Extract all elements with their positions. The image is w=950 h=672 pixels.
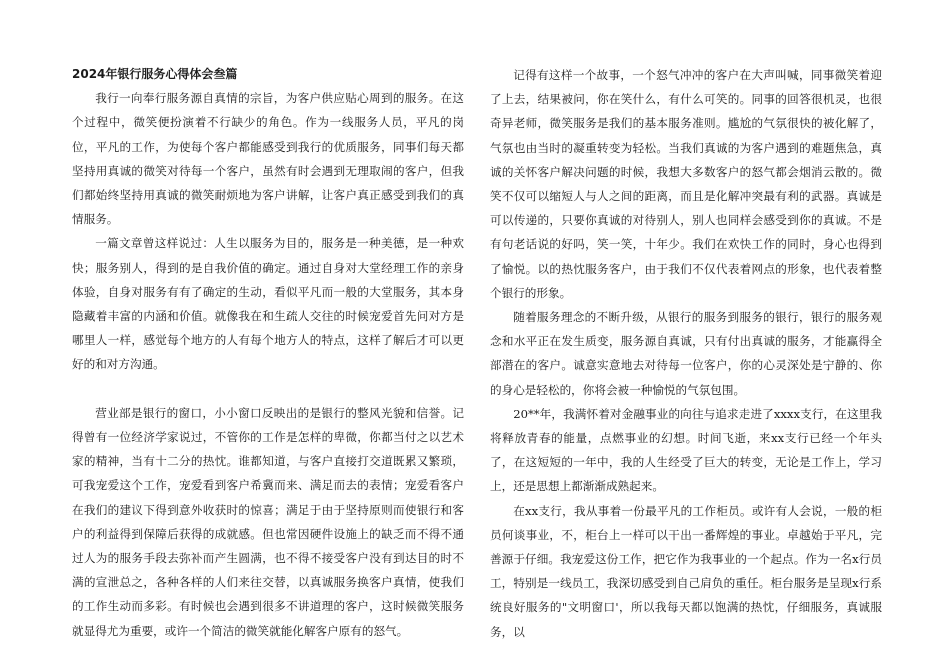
left-column xyxy=(72,62,464,643)
paragraph: 我行一向奉行服务源自真情的宗旨，为客户供应贴心周到的服务。在这个过程中，微笑便扮演着不行缺少的角色。作为一线服务人员，平凡的岗位，平凡的工作，为使每个客户都能感受到我行的优质服务，同事们每天都坚持用真诚的微笑对待每一个客户，虽然有时会遇到无理取闹的客户，但我们都始终坚持用真诚的微笑耐烦地为客户讲解，让客户真正感受到我们的真情服务。 xyxy=(72,91,464,227)
paragraph: 营业部是银行的窗口，小小窗口反映出的是银行的整风光貌和信誉。记得曾有一位经济学家说过，不管你的工作是怎样的卑微，你都当付之以艺术家的精神，当有十二分的热忱。谁都知道，与客户直接打交道既累又繁琐，可我宠爱这个工作，宠爱看到客户希冀而来、满足而去的表情；宠爱看客户在我们的建议下得到意外收获时的惊喜；满足于由于坚持原则而使银行和客户的利益得到保障后获得的成就感。但也常因硬件设施上的缺乏而不得不通过人为的服务手段去弥补而产生圆满，也不得不接受客户没有到达目的时不满的宣泄总之，各种各样的人们来往交替，以真诚服务换客户真情，使我们的工作生动而多彩。有时候也会遇到很多不讲道理的客户，这时候微笑服务就显得尤为重要，或许一个简洁的微笑就能化解客户原有的怒气。 xyxy=(72,405,464,638)
paragraph: 随着服务理念的不断升级，从银行的服务到服务的银行，银行的服务观念和水平正在发生质变，服务源自真诚，只有付出真诚的服务，才能赢得全部潜在的客户。诚意实意地去对待每一位客户，你的心灵深处是宁静的、你的身心是轻松的，你将会被一种愉悦的气氛包围。 xyxy=(490,310,882,397)
right-column xyxy=(490,63,882,644)
paragraph: 记得有这样一个故事，一个怒气冲冲的客户在大声叫喊，同事微笑着迎了上去，结果被问，你在笑什么，有什么可笑的。同事的回答很机灵，也很奇异老师，微笑服务是我们的基本服务准则。尴尬的气氛很快的被化解了，气氛也由当时的凝重转变为轻松。当我们真诚的为客户遇到的难题焦急，真诚的关怀客户解决问题的时候，我想大多数客户的怒气都会烟消云散的。微笑不仅可以缩短人与人之间的距离，而且是化解冲突最有利的武器。真诚是可以传递的，只要你真诚的对待别人，别人也同样会感受到你的真诚。不是有句老话说的好吗，笑一笑，十年少。我们在欢快工作的同时，身心也得到了愉悦。以的热忱服务客户，由于我们不仅代表着网点的形象，也代表着整个银行的形象。 xyxy=(490,68,882,300)
paragraph: 一篇文章曾这样说过：人生以服务为目的，服务是一种美德，是一种欢快；服务别人，得到的是自我价值的确定。通过自身对大堂经理工作的亲身体验，自身对服务有有了确定的生动，看似平凡而一般的大堂服务，其本身隐藏着丰富的内涵和价值。就像我在和生疏人交往的时候宠爱首先问对方是哪里人一样，感觉每个地方的人有每个地方人的特点，这样了解后才可以更好的和对方沟通。 xyxy=(72,236,464,372)
paragraph: 20**年，我满怀着对金融事业的向往与追求走进了xxxx支行，在这里我将释放青春的能量，点燃事业的幻想。时间飞逝，来xx支行已经一个年头了，在这短短的一年中，我的人生经受了巨大的转变，无论是工作上，学习上，还是思想上都渐渐成熟起来。 xyxy=(490,406,882,494)
paragraph: 在xx支行，我从事着一份最平凡的工作柜员。或许有人会说，一般的柜员何谈事业，不，柜台上一样可以干出一番辉煌的事业。卓越始于平凡，完善源于仔细。我宠爱这份工作，把它作为我事业的一个起点。作为一名x行员工，特别是一线员工，我深切感受到自己肩负的重任。柜台服务是呈现x行系统良好服务的"文明窗口'，所以我每天都以饱满的热忱，仔细服务，真诚服务，以 xyxy=(490,503,882,639)
paragraph-gap xyxy=(72,377,464,401)
document-title: 2024年银行服务心得体会叁篇 xyxy=(72,67,238,81)
